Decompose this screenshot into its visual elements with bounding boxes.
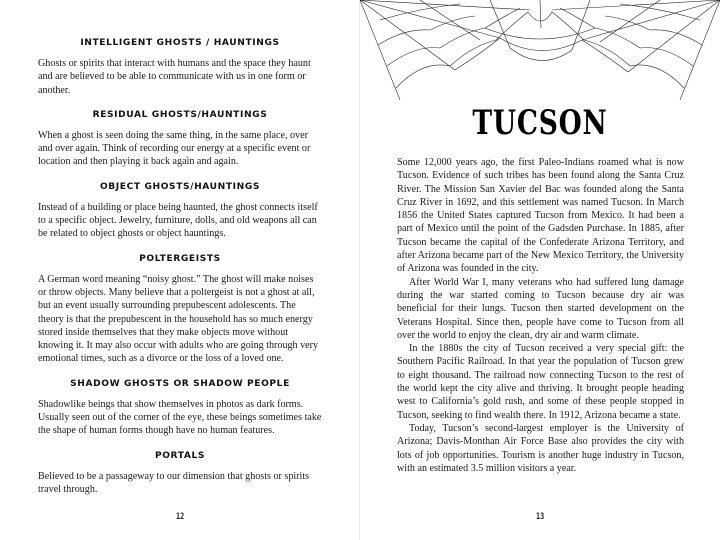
section-body: Ghosts or spirits that interact with humans and the space they haunt and are believed to be able to communicate with us in one form or another. bbox=[38, 58, 311, 96]
body-paragraph: In the 1880s the city of Tucson received a very special gift: the Southern Pacific Railroad. In that year the population of Tucson grew to eight thousand. The railroad now connecting Tucson to the rest of the world kept the city alive and thriving. It brought people heading west to California’s gold rush, and some of these people stopped in Tucson, seeking to find wealth there. In 1912, Arizona became a state. bbox=[397, 343, 684, 421]
right-text-column bbox=[397, 156, 684, 475]
section-heading: POLTERGEISTS bbox=[139, 253, 221, 264]
body-paragraph: Today, Tucson’s second-largest employer is the University of Arizona; Davis-Monthan Air Force Base also provides the city with lots of job opportunities. Tourism is another huge industry in Tucson, with an estimated 3.5 million visitors a year. bbox=[397, 422, 684, 474]
section-heading: RESIDUAL GHOSTS/HAUNTINGS bbox=[92, 109, 268, 120]
section-heading: PORTALS bbox=[154, 450, 206, 461]
body-paragraph: Some 12,000 years ago, the first Paleo-Indians roamed what is now Tucson. Evidence of such tribes has been found along the Santa Cruz River. The Mission San Xavier del Bac was founded along the Santa Cruz River in 1692, and this settlement was named Tucson. In March 1856 the United States captured Tucson from Mexico. It had been a part of Mexico until the point of the Gadsden Purchase. In 1885, after Tucson became the capital of the Confederate Arizona Territory, and after Arizona became part of the New Mexico Territory, the University of Arizona was founded in the city. bbox=[397, 157, 684, 275]
section-body: A German word meaning “noisy ghost.” The ghost will make noises or throw objects. Many believe that a poltergeist is not a ghost at all, but an event usually surrounding prepubescent adolescents. The theory is that the prepubescent in the household has so much energy stored inside themselves that they make objects move without knowing it. It may also occur with adults who are going through very emotional times, such as a divorce or the loss of a loved one. bbox=[38, 273, 319, 365]
section-body: When a ghost is seen doing the same thing, in the same place, over and over again. Think of recording our energy at a specific event or location and then playing it back again and again. bbox=[38, 129, 311, 168]
section-body: Believed to be a passageway to our dimension that ghosts or spirits travel through. bbox=[38, 470, 310, 495]
section-body: Instead of a building or place being haunted, the ghost connects itself to a specific object. Jewelry, furniture, dolls, and old weapons all can be related to object ghosts or object hauntings. bbox=[38, 201, 318, 240]
left-text-column bbox=[38, 38, 322, 509]
section-intelligent-ghosts bbox=[38, 38, 322, 97]
section-shadow-people bbox=[38, 379, 322, 438]
page-number-left: 12 bbox=[176, 512, 185, 522]
cobweb-icon bbox=[360, 0, 720, 100]
section-heading: SHADOW GHOSTS OR SHADOW PEOPLE bbox=[70, 378, 290, 389]
section-poltergeists bbox=[38, 254, 322, 366]
page-number-right: 13 bbox=[536, 512, 545, 522]
section-body: Shadowlike beings that show themselves in photos as dark forms. Usually seen out of the corner of the eye, these beings sometimes take the shape of human forms though have no human features. bbox=[38, 398, 322, 437]
section-heading: OBJECT GHOSTS/HAUNTINGS bbox=[99, 181, 261, 192]
section-heading: INTELLIGENT GHOSTS / HAUNTINGS bbox=[80, 38, 280, 48]
chapter-title: TUCSON bbox=[472, 103, 608, 143]
section-object-ghosts bbox=[38, 182, 322, 241]
section-residual-ghosts bbox=[38, 110, 322, 169]
body-paragraph: After World War I, many veterans who had suffered lung damage during the war started coming to Tucson because dry air was beneficial for their lungs. Tucson then started development on the Veterans Hospital. Since then, people have come to Tucson from all over the world to enjoy the clean, dry air and warm climate. bbox=[397, 276, 684, 341]
section-portals bbox=[38, 451, 322, 497]
